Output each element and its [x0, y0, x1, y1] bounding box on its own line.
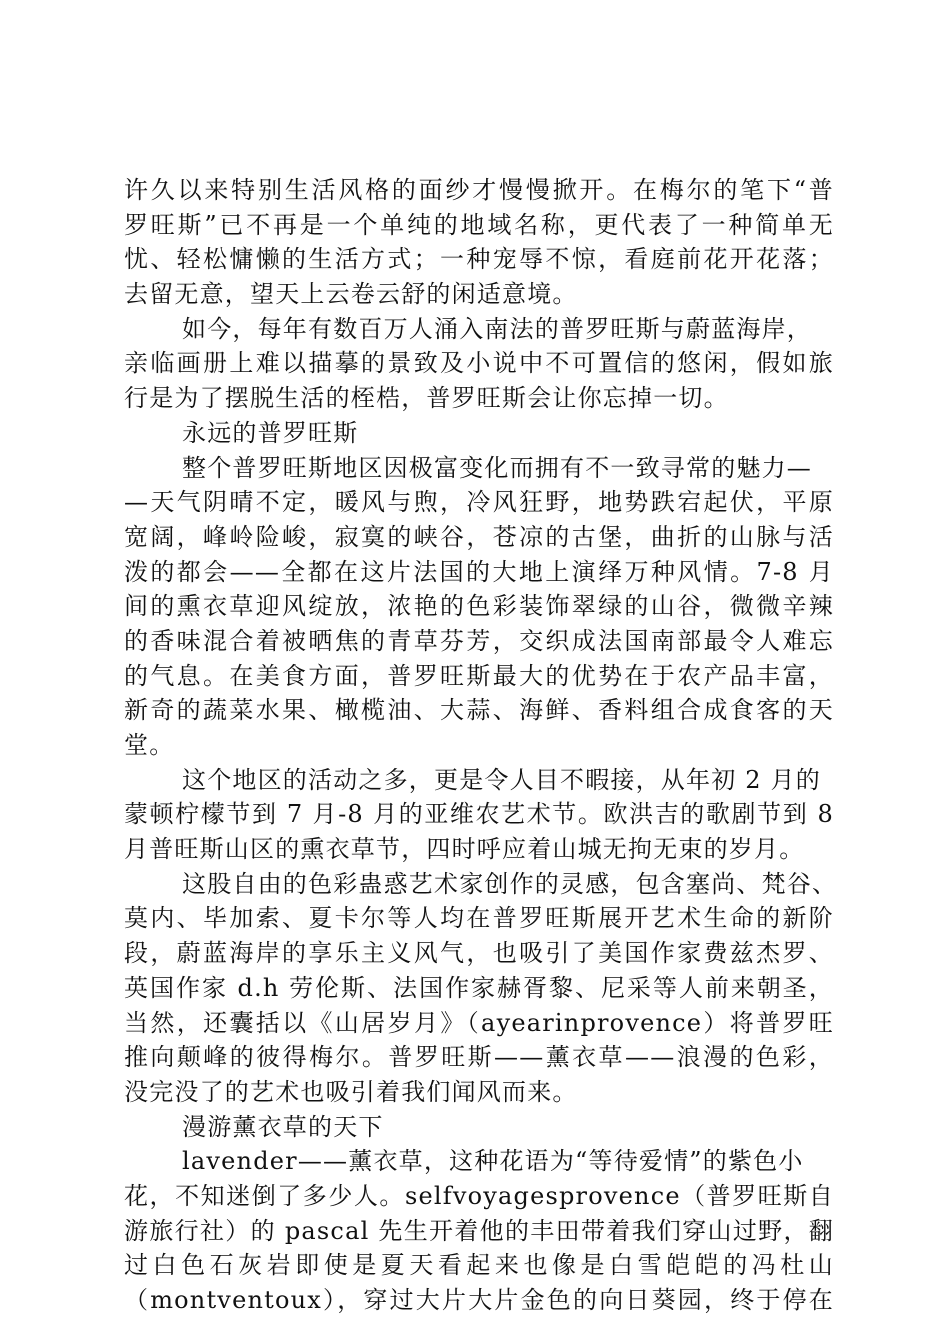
text-line: 过白色石灰岩即使是夏天看起来也像是白雪皑皑的冯杜山	[124, 1251, 834, 1280]
text-line: 去留无意，望天上云卷云舒的闲适意境。	[124, 280, 578, 309]
text-line: 英国作家 d.h 劳伦斯、法国作家赫胥黎、尼采等人前来朝圣，	[124, 973, 834, 1002]
paragraph-first-line: 这股自由的色彩蛊惑艺术家创作的灵感，包含塞尚、梵谷、	[182, 869, 838, 898]
text-line: 当然，还囊括以《山居岁月》（ayearinprovence）将普罗旺	[124, 1008, 834, 1037]
text-line: 莫内、毕加索、夏卡尔等人均在普罗旺斯展开艺术生命的新阶	[124, 904, 834, 933]
text-line: 花，不知迷倒了多少人。selfvoyagesprovence（普罗旺斯自	[124, 1181, 834, 1210]
text-line: 堂。	[124, 731, 175, 759]
text-line: 的香味混合着被晒焦的青草芬芳，交织成法国南部最令人难忘	[124, 626, 834, 655]
text-line: 月普旺斯山区的熏衣草节，四时呼应着山城无拘无束的岁月。	[124, 835, 805, 864]
text-line: 段，蔚蓝海岸的享乐主义风气，也吸引了美国作家费兹杰罗、	[124, 939, 834, 968]
paragraph-first-line: lavender——薰衣草，这种花语为“等待爱情”的紫色小	[182, 1147, 804, 1176]
text-line: 泼的都会——全都在这片法国的大地上演绎万种风情。7-8 月	[124, 557, 834, 586]
paragraph-first-line: 整个普罗旺斯地区因极富变化而拥有不一致寻常的魅力—	[182, 453, 812, 482]
text-line: 游旅行社）的 pascal 先生开着他的丰田带着我们穿山过野，翻	[124, 1216, 834, 1245]
text-line: 忧、轻松慵懒的生活方式；一种宠辱不惊，看庭前花开花落；	[124, 245, 834, 274]
paragraph-first-line: 如今，每年有数百万人涌入南法的普罗旺斯与蔚蓝海岸，	[182, 314, 812, 343]
section-heading: 漫游薰衣草的天下	[182, 1112, 384, 1141]
text-line: 宽阔，峰岭险峻，寂寞的峡谷，苍凉的古堡，曲折的山脉与活	[124, 522, 834, 551]
text-line: 的气息。在美食方面，普罗旺斯最大的优势在于农产品丰富，	[124, 661, 834, 690]
section-heading: 永远的普罗旺斯	[182, 418, 359, 447]
text-line: 没完没了的艺术也吸引着我们闻风而来。	[124, 1077, 578, 1106]
text-line: 亲临画册上难以描摹的景致及小说中不可置信的悠闲，假如旅	[124, 349, 834, 378]
document-body	[124, 173, 838, 1318]
text-line: 行是为了摆脱生活的桎梏，普罗旺斯会让你忘掉一切。	[124, 384, 729, 413]
text-line: 间的熏衣草迎风绽放，浓艳的色彩装饰翠绿的山谷，微微辛辣	[124, 592, 834, 621]
paragraph-first-line: 这个地区的活动之多，更是令人目不暇接，从年初 2 月的	[182, 765, 821, 794]
text-line: 罗旺斯”已不再是一个单纯的地域名称，更代表了一种简单无	[124, 210, 834, 239]
text-line: （montventoux），穿过大片大片金色的向日葵园，终于停在	[124, 1286, 834, 1314]
text-line: —天气阴晴不定，暖风与煦，冷风狂野，地势跌宕起伏，平原	[124, 488, 834, 517]
text-line: 推向颠峰的彼得梅尔。普罗旺斯——薰衣草——浪漫的色彩，	[124, 1043, 834, 1072]
text-line: 许久以来特别生活风格的面纱才慢慢掀开。在梅尔的笔下“普	[124, 176, 834, 204]
text-line: 蒙顿柠檬节到 7 月-8 月的亚维农艺术节。欧洪吉的歌剧节到 8	[124, 800, 834, 829]
text-line: 新奇的蔬菜水果、橄榄油、大蒜、海鲜、香料组合成食客的天	[124, 696, 834, 725]
